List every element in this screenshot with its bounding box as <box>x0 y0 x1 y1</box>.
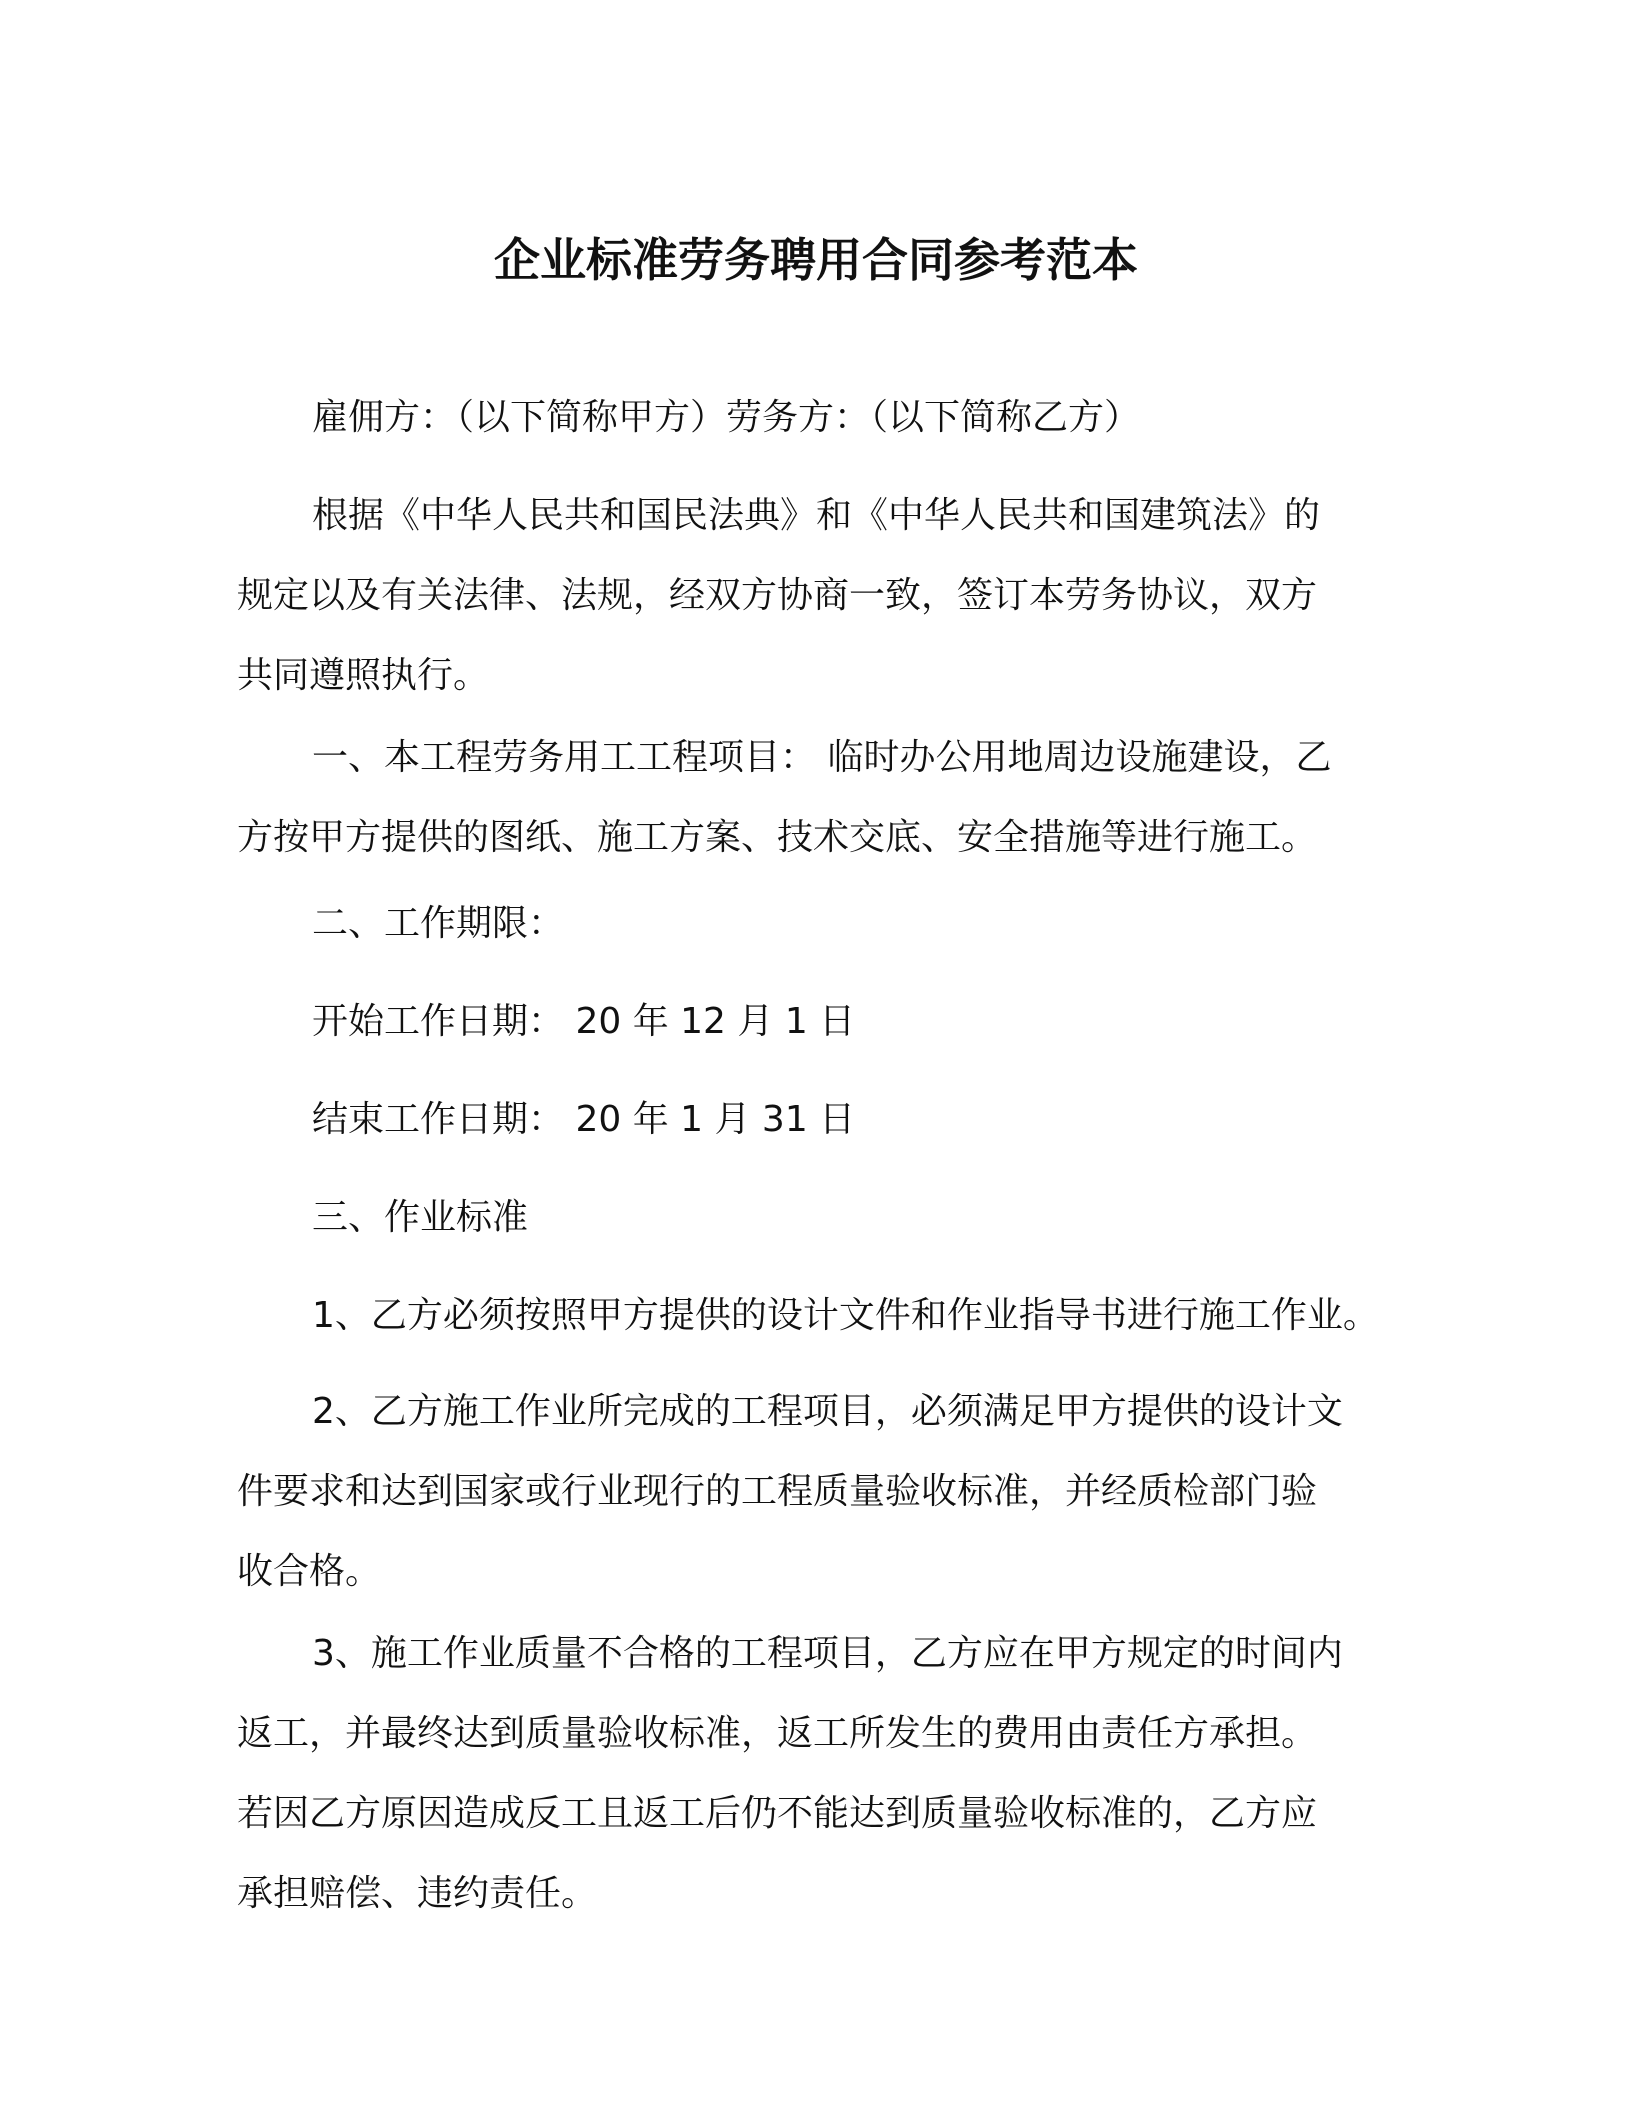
paragraph-line: 收合格。 <box>237 1551 382 1592</box>
standard-item-1 <box>237 1276 1407 1356</box>
paragraph-line: 方按甲方提供的图纸、施工方案、技术交底、安全措施等进行施工。 <box>237 817 1318 858</box>
paragraph-project <box>237 718 1407 878</box>
start-date <box>237 982 1407 1062</box>
paragraph-line: 件要求和达到国家或行业现行的工程质量验收标准，并经质检部门验 <box>237 1471 1318 1512</box>
end-date <box>237 1080 1407 1160</box>
paragraph-line: 承担赔偿、违约责任。 <box>237 1873 598 1914</box>
section-work-period <box>237 884 1407 964</box>
paragraph-line: 规定以及有关法律、法规，经双方协商一致，签订本劳务协议，双方 <box>237 575 1318 616</box>
paragraph-line: 3、施工作业质量不合格的工程项目，乙方应在甲方规定的时间内 <box>312 1633 1343 1674</box>
section-heading: 二、工作期限： <box>312 903 565 944</box>
paragraph-line: 结束工作日期： 20 年 1 月 31 日 <box>312 1099 856 1140</box>
standard-item-2 <box>237 1372 1407 1612</box>
paragraph-parties <box>237 378 1407 458</box>
paragraph-line: 返工，并最终达到质量验收标准，返工所发生的费用由责任方承担。 <box>237 1713 1318 1754</box>
paragraph-line: 1、乙方必须按照甲方提供的设计文件和作业指导书进行施工作业。 <box>312 1295 1379 1336</box>
section-work-standard <box>237 1178 1407 1258</box>
paragraph-line: 2、乙方施工作业所完成的工程项目，必须满足甲方提供的设计文 <box>312 1391 1343 1432</box>
paragraph-legal-basis <box>237 476 1407 716</box>
section-heading: 三、作业标准 <box>312 1197 529 1238</box>
document-title: 企业标准劳务聘用合同参考范本 <box>494 233 1138 287</box>
paragraph-line: 雇佣方：（以下简称甲方）劳务方：（以下简称乙方） <box>312 397 1141 438</box>
paragraph-line: 若因乙方原因造成反工且返工后仍不能达到质量验收标准的，乙方应 <box>237 1793 1318 1834</box>
paragraph-line: 共同遵照执行。 <box>237 655 490 696</box>
standard-item-3 <box>237 1614 1407 1934</box>
paragraph-line: 根据《中华人民共和国民法典》和《中华人民共和国建筑法》的 <box>312 495 1321 536</box>
paragraph-line: 一、本工程劳务用工工程项目： 临时办公用地周边设施建设，乙 <box>312 737 1332 778</box>
paragraph-line: 开始工作日期： 20 年 12 月 1 日 <box>312 1001 856 1042</box>
